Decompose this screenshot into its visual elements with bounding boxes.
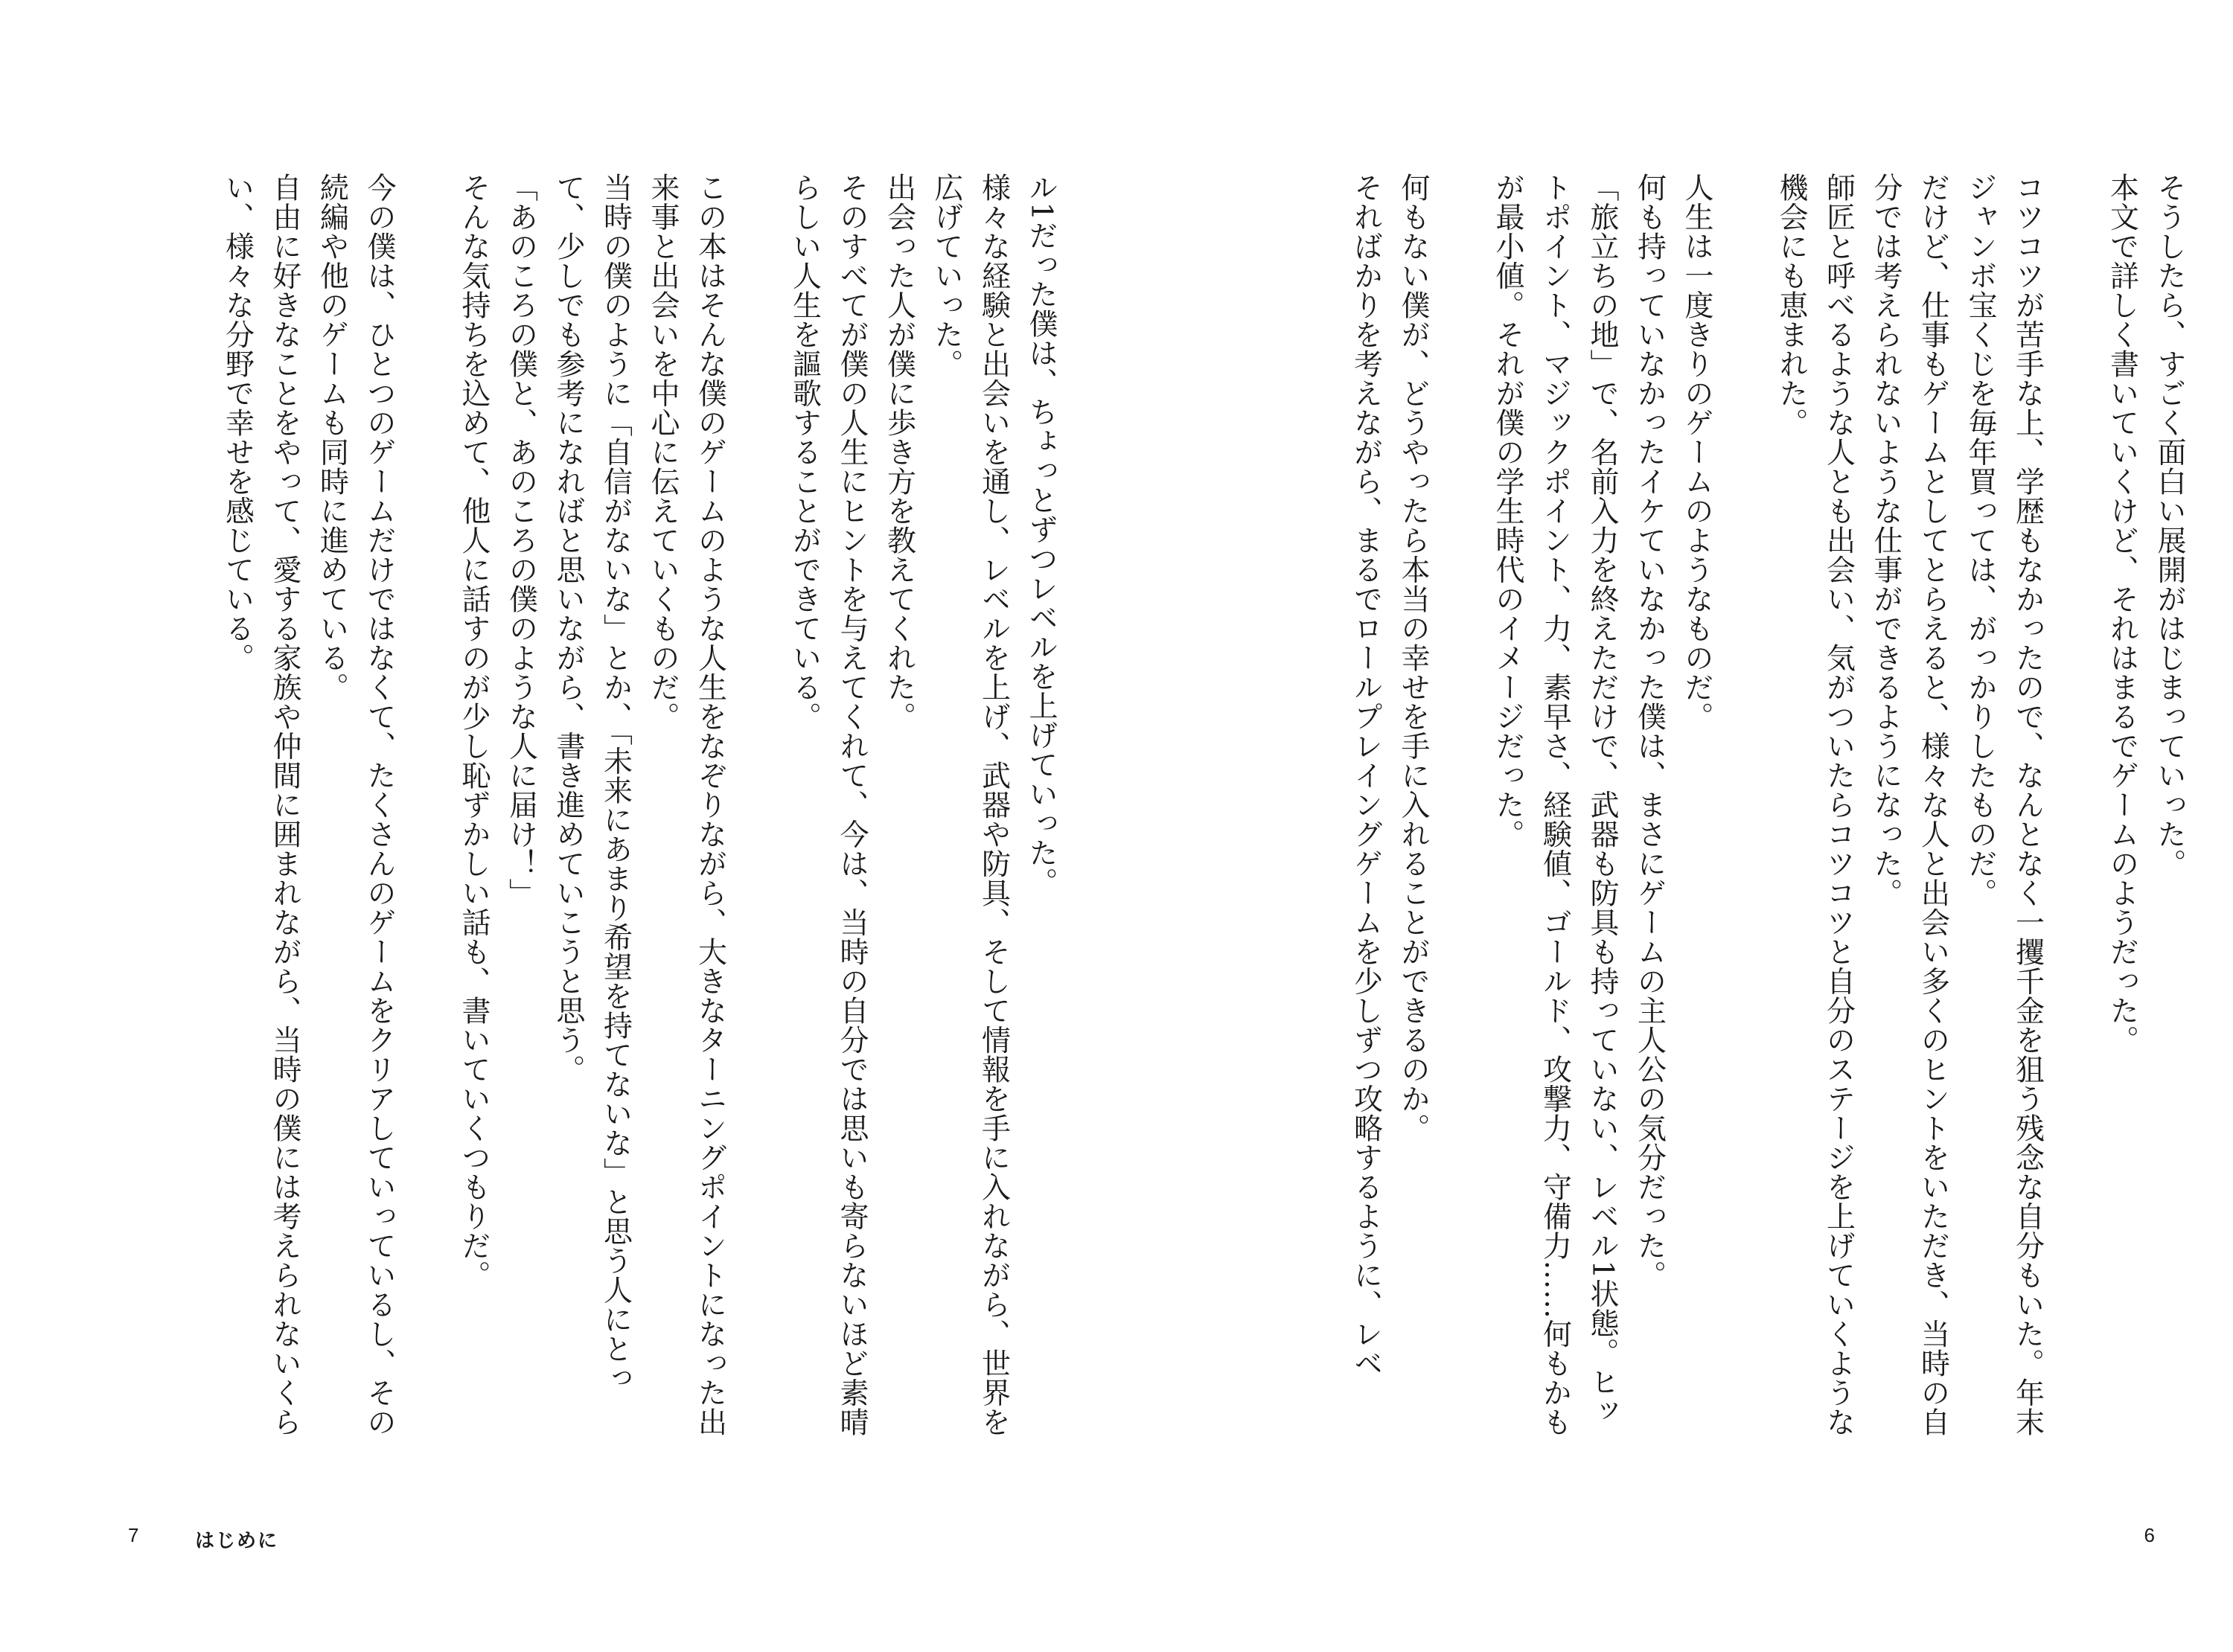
paragraph: そればかりを考えながら、まるでロールプレイングゲームを少しずつ攻略するように、レベ: [1349, 173, 1383, 1378]
page-number-right: 6: [2144, 1524, 2155, 1546]
paragraph: コツコツが苦手な上、学歴もなかったので、なんとなく一攫千金を狙う残念な自分もいた。年末ジャンボ宝くじを毎年買っては、がっかりしたものだ。: [1964, 173, 2045, 1437]
running-head: はじめに: [195, 1529, 279, 1552]
paragraph: この本はそんな僕のゲームのような人生をなぞりながら、大きなターニングポイントになった出来事と出会いを中心に伝えていくものだ。: [646, 173, 727, 1437]
page-number-left: 7: [128, 1524, 139, 1546]
paragraph-spacer: [403, 173, 450, 1438]
paragraph: 「旅立ちの地」で、名前入力を終えただけで、武器も防具も持っていない、レベル1状態。ヒットポイント、マジックポイント、力、素早さ、経験値、ゴールド、攻撃力、守備力……何もかもが最小値。それが僕の学生時代のイメージだった。: [1491, 173, 1619, 1437]
paragraph: 本文で詳しく書いていくけど、それはまるでゲームのようだった。: [2105, 173, 2139, 1054]
paragraph: そのすべてが僕の人生にヒントを与えてくれて、今は、当時の自分では思いも寄らないほど素晴らしい人生を謳歌することができている。: [788, 173, 869, 1437]
paragraph: 当時の僕のように「自信がないな」とか、「未来にあまり希望を持てないな」と思う人にとって、少しでも参考になればと思いながら、書き進めていこうと思う。: [552, 173, 633, 1393]
right-page: [1116, 0, 2233, 1652]
paragraph: 師匠と呼べるような人とも出会い、気がついたらコツコツと自分のステージを上げていくような機会にも恵まれた。: [1774, 173, 1856, 1437]
paragraph-spacer: [1437, 173, 1484, 1438]
paragraph: 何も持っていなかったイケていなかった僕は、まさにゲームの主人公の気分だった。: [1632, 173, 1667, 1290]
paragraph: そんな気持ちを込めて、他人に話すのが少し恥ずかしい話も、書いていくつもりだ。: [457, 173, 491, 1290]
paragraph: 人生は一度きりのゲームのようなものだ。: [1680, 173, 1713, 731]
paragraph: 様々な経験と出会いを通し、レベルを上げ、武器や防具、そして情報を手に入れながら、世界を広げていった。: [930, 173, 1011, 1437]
left-page-body: [97, 173, 1064, 1438]
paragraph-spacer: [2051, 173, 2099, 1438]
paragraph: 出会った人が僕に歩き方を教えてくれた。: [882, 173, 916, 731]
paragraph: ル1だった僕は、ちょっとずつレベルを上げていった。: [1024, 173, 1058, 897]
paragraph: 何もない僕が、どうやったら本当の幸せを手に入れることができるのか。: [1396, 173, 1430, 1143]
paragraph-spacer: [734, 173, 782, 1438]
paragraph-spacer: [1720, 173, 1768, 1438]
paragraph: 今の僕は、ひとつのゲームだけではなくて、たくさんのゲームをクリアしていっているし、その続編や他のゲームも同時に進めている。: [315, 173, 396, 1437]
paragraph: 自由に好きなことをやって、愛する家族や仲間に囲まれながら、当時の僕には考えられないくらい、様々な分野で幸せを感じている。: [220, 173, 301, 1437]
left-page: [0, 0, 1116, 1652]
paragraph: だけど、仕事もゲームとしてとらえると、様々な人と出会い多くのヒントをいただき、当時の自分では考えられないような仕事ができるようになった。: [1869, 173, 1950, 1437]
paragraph: そうしたら、すごく面白い展開がはじまっていった。: [2153, 173, 2186, 878]
paragraph: 「あのころの僕と、あのころの僕のような人に届け！」: [504, 173, 538, 908]
right-page-body: [1225, 173, 2193, 1438]
